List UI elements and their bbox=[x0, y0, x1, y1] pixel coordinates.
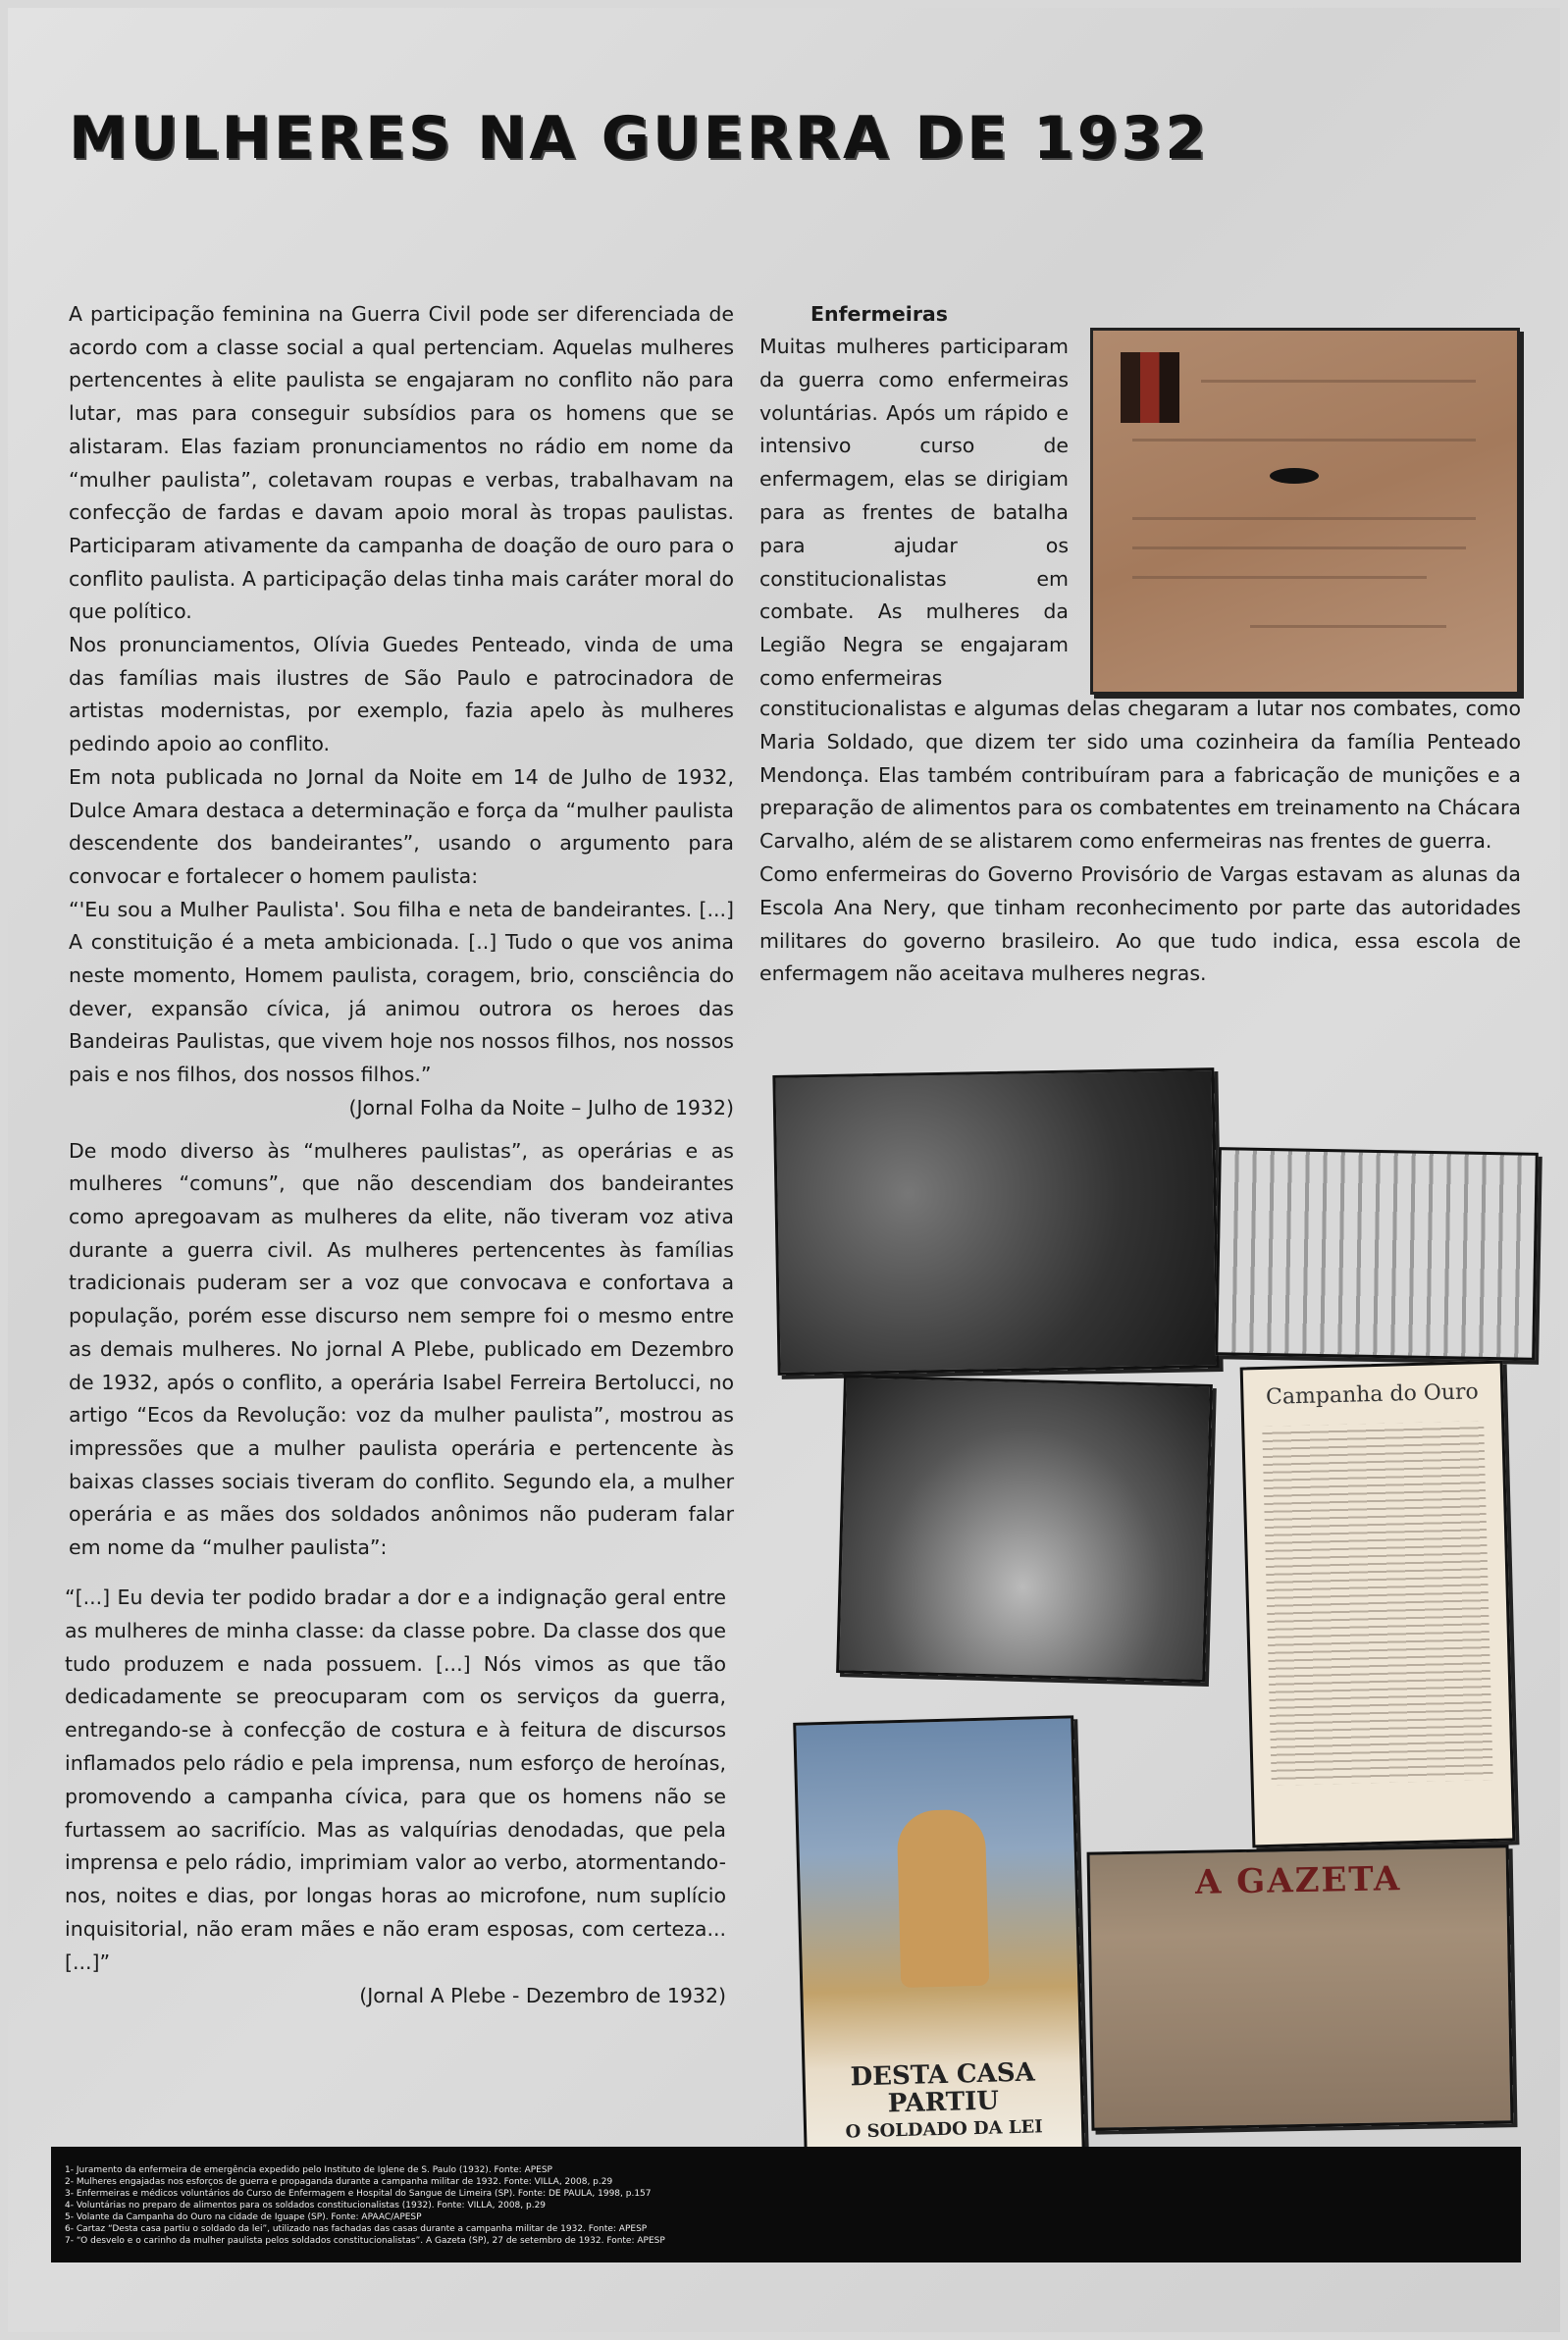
flyer-text-lines bbox=[1262, 1421, 1493, 1786]
enfermeiras-text-narrow bbox=[759, 331, 1069, 696]
left-column bbox=[69, 298, 734, 1565]
nurse-oath-document-image bbox=[1090, 328, 1520, 695]
credit-line: 6- Cartaz “Desta casa partiu o soldado da lei”, utilizado nas fachadas das casas durante a campanha militar de 1932. Fonte: APESP bbox=[65, 2224, 648, 2234]
enfermeiras-paragraph-3: Como enfermeiras do Governo Provisório de Vargas estavam as alunas da Escola Ana Nery, que tinham reconhecimento por parte das autoridades militares do governo brasileiro. Ao que tudo indica, essa escola de enfermagem não aceitava mulheres negras. bbox=[759, 861, 1521, 986]
paragraph-elite-women: A participação feminina na Guerra Civil pode ser diferenciada de acordo com a classe social a qual pertenciam. Aquelas mulheres pertencentes à elite paulista se engajaram no conflito não para lutar, mas para conseguir subsídios para os homens que se alistaram. Elas faziam pronunciamentos no rádio em nome da “mulher paulista”, coletavam roupas e verbas, trabalhavam na confecção de fardas e davam apoio moral às tropas paulistas. Participaram ativamente da campanha de doação de ouro para o conflito paulista. A participação delas tinha mais caráter moral do que político. bbox=[69, 302, 734, 624]
poster-caption-line-1: DESTA CASA bbox=[850, 2057, 1036, 2093]
women-war-effort-photo bbox=[772, 1067, 1219, 1376]
volunteers-food-photo bbox=[836, 1375, 1213, 1683]
credit-line: 3- Enfermeiras e médicos voluntários do Curso de Enfermagem e Hospital do Sangue de Limeira (SP). Fonte: DE PAULA, 1998, p.157 bbox=[65, 2189, 652, 2199]
quote-mulher-paulista: “'Eu sou a Mulher Paulista'. Sou filha e neta de bandeirantes. [...] A constituição é a meta ambicionada. [..] Tudo o que vos anima neste momento, Homem paulista, coragem, brio, consciência do dever, expansão cívica, já animou outrora os heroes das Bandeiras Paulistas, que vivem hoje nos nossos filhos, nos nossos pais e nos filhos, dos nossos filhos.” bbox=[69, 897, 734, 1087]
credit-line: 4- Voluntárias no preparo de alimentos para os soldados constitucionalistas (1932). Fonte: VILLA, 2008, p.29 bbox=[65, 2201, 547, 2210]
enfermeiras-paragraph-2: constitucionalistas e algumas delas chegaram a lutar nos combates, como Maria Soldado, que dizem ter sido uma cozinheira da família Penteado Mendonça. Elas também contribuíram para a fabricação de munições e a preparação de alimentos para os combatentes em treinamento na Chácara Carvalho, além de se alistarem como enfermeiras nas frentes de guerra. bbox=[759, 697, 1521, 854]
page-title: MULHERES NA GUERRA DE 1932 bbox=[69, 104, 1210, 173]
section-heading-enfermeiras: Enfermeiras bbox=[810, 302, 948, 326]
flyer-heading: Campanha do Ouro bbox=[1265, 1379, 1480, 1410]
poster-caption-line-3: O SOLDADO DA LEI bbox=[845, 2116, 1043, 2143]
stamp-icon bbox=[1270, 468, 1319, 484]
soldado-da-lei-poster bbox=[793, 1715, 1085, 2159]
paragraph-olivia-penteado: Nos pronunciamentos, Olívia Guedes Penteado, vinda de uma das famílias mais ilustres de São Paulo e patrocinadora de artistas modernistas, por exemplo, fazia apelo às mulheres pedindo apoio ao conflito. bbox=[69, 633, 734, 756]
paragraph-dulce-amara: Em nota publicada no Jornal da Noite em 14 de Julho de 1932, Dulce Amara destaca a determinação e força da “mulher paulista descendente dos bandeirantes”, usando o argumento para convocar e fortalecer o homem paulista: bbox=[69, 764, 734, 888]
credit-line: 7- “O desvelo e o carinho da mulher paulista pelos soldados constitucionalistas”. A Gazeta (SP), 27 de setembro de 1932. Fonte: APESP bbox=[65, 2236, 665, 2246]
image-credits-footer bbox=[51, 2147, 1521, 2262]
campanha-do-ouro-flyer bbox=[1240, 1361, 1516, 1848]
paragraph-working-women: De modo diverso às “mulheres paulistas”, as operárias e as mulheres “comuns”, que não descendiam dos bandeirantes como apregoavam as mulheres da elite, não tiveram voz ativa durante a guerra civil. As mulheres pertencentes às famílias tradicionais puderam ser a voz que convocava e confortava a população, porém esse discurso nem sempre foi o mesmo entre as demais mulheres. No jornal A Plebe, publicado em Dezembro de 1932, após o conflito, a operária Isabel Ferreira Bertolucci, no artigo “Ecos da Revolução: voz da mulher paulista”, mostrou as impressões que a mulher paulista operária e pertencente às baixas classes sociais tiveram do conflito. Segundo ela, a mulher operária e as mães dos soldados anônimos não puderam falar em nome da “mulher paulista”: bbox=[69, 1138, 734, 1560]
poster-caption bbox=[805, 2057, 1081, 2147]
credit-line: 1- Juramento da enfermeira de emergência expedido pelo Instituto de Iglene de S. Paulo (1932). Fonte: APESP bbox=[65, 2165, 552, 2175]
enfermeiras-text-wide bbox=[759, 693, 1521, 991]
nurses-group-photo bbox=[1215, 1147, 1539, 1361]
a-gazeta-newspaper-image bbox=[1087, 1845, 1514, 2130]
quote-a-plebe-block bbox=[65, 1582, 726, 2012]
poster-page bbox=[8, 8, 1560, 2332]
flag-icon bbox=[1121, 352, 1179, 423]
enfermeiras-paragraph-1: Muitas mulheres participaram da guerra como enfermeiras voluntárias. Após um rápido e intensivo curso de enfermagem, elas se dirigiam para as frentes de batalha para ajudar os constitucionalistas em combate. As mulheres da Legião Negra se engajaram como enfermeiras bbox=[759, 335, 1069, 690]
poster-caption-line-2: PARTIU bbox=[887, 2086, 1000, 2119]
quote-source-plebe: (Jornal A Plebe - Dezembro de 1932) bbox=[359, 1983, 726, 2007]
quote-source-folha: (Jornal Folha da Noite – Julho de 1932) bbox=[348, 1095, 734, 1119]
quote-a-plebe: “[...] Eu devia ter podido bradar a dor e a indignação geral entre as mulheres de minha classe: da classe pobre. Da classe dos que tudo produzem e nada possuem. [...] Nós vimos as que tão dedicadamente se preocuparam com os serviços da guerra, entregando-se à confecção de costura e à feitura de discursos inflamados pelo rádio e pela imprensa, num esforço de heroínas, promovendo a campanha cívica, para que os homens não se furtassem ao sacrifício. Mas as valquírias denodadas, que pela imprensa e pelo rádio, imprimiam valor ao verbo, atormentando-nos, noites e dias, por longas horas ao microfone, num suplício inquisitorial, não eram mães e não eram esposas, com certeza...[...]” bbox=[65, 1586, 726, 1974]
credit-line: 5- Volante da Campanha do Ouro na cidade de Iguape (SP). Fonte: APAAC/APESP bbox=[65, 2212, 422, 2222]
credit-line: 2- Mulheres engajadas nos esforços de guerra e propaganda durante a campanha militar de 1932. Fonte: VILLA, 2008, p.29 bbox=[65, 2177, 613, 2187]
newspaper-masthead: A GAZETA bbox=[1194, 1859, 1402, 1902]
soldier-figure-icon bbox=[897, 1809, 990, 1988]
